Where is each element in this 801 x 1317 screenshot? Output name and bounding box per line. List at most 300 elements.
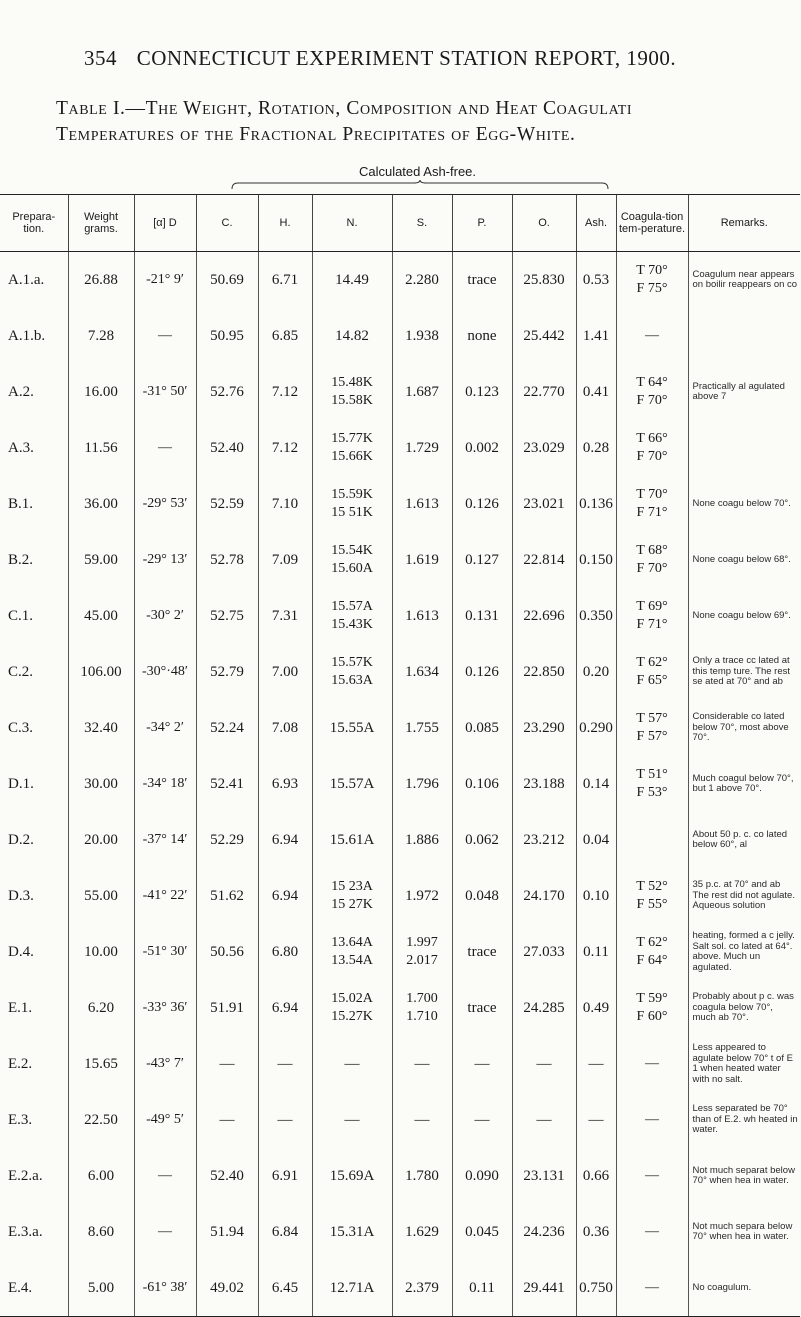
table-title-line2: Temperatures of the Fractional Precipitates of Egg-White. xyxy=(56,124,576,145)
cell-coagulation xyxy=(616,364,688,420)
cell-nitrogen xyxy=(312,756,392,812)
cell-oxygen xyxy=(512,812,576,868)
cell-sulphur-value: 2.017 xyxy=(406,953,438,968)
cell-hydrogen xyxy=(258,1092,312,1148)
cell-nitrogen xyxy=(312,1036,392,1092)
cell-weight-value: 6.00 xyxy=(87,1167,115,1184)
cell-hydrogen xyxy=(258,476,312,532)
cell-sulphur xyxy=(392,308,452,364)
cell-oxygen-value: 22.850 xyxy=(523,663,565,680)
cell-preparation-value: B.2. xyxy=(8,551,34,568)
cell-oxygen-value: 27.033 xyxy=(523,943,565,960)
cell-sulphur xyxy=(392,812,452,868)
cell-coagulation-value: F 64° xyxy=(636,953,668,968)
cell-sulphur xyxy=(392,588,452,644)
cell-preparation-value: C.1. xyxy=(8,607,34,624)
cell-carbon xyxy=(196,1036,258,1092)
cell-carbon xyxy=(196,420,258,476)
cell-weight xyxy=(68,308,134,364)
cell-carbon-value: 51.91 xyxy=(210,999,244,1016)
cell-sulphur xyxy=(392,756,452,812)
cell-remarks xyxy=(688,700,800,756)
running-header xyxy=(84,46,676,71)
cell-phosphorus-value: 0.048 xyxy=(465,887,499,904)
cell-hydrogen-value: 6.93 xyxy=(271,775,299,792)
cell-ash-value: 0.11 xyxy=(583,943,609,960)
cell-ash xyxy=(576,924,616,980)
cell-oxygen-value: 22.814 xyxy=(523,551,565,568)
cell-coagulation-value: T 51° xyxy=(636,767,668,782)
cell-nitrogen-value: 15.43K xyxy=(331,617,373,632)
cell-coagulation-value: T 52° xyxy=(636,879,668,894)
cell-sulphur xyxy=(392,420,452,476)
cell-rotation xyxy=(134,980,196,1036)
cell-hydrogen xyxy=(258,1260,312,1317)
cell-coagulation xyxy=(616,756,688,812)
cell-coagulation-value: T 59° xyxy=(636,991,668,1006)
cell-carbon-value: 52.29 xyxy=(210,831,244,848)
cell-ash xyxy=(576,812,616,868)
cell-phosphorus xyxy=(452,1036,512,1092)
cell-phosphorus-value: trace xyxy=(467,999,497,1016)
cell-phosphorus xyxy=(452,980,512,1036)
cell-coagulation xyxy=(616,420,688,476)
cell-coagulation-value: T 68° xyxy=(636,543,668,558)
cell-nitrogen-value: 12.71A xyxy=(329,1279,375,1296)
cell-sulphur-value: 1.710 xyxy=(406,1009,438,1024)
header-coagulation: Coagula-tion tem-perature. xyxy=(616,195,688,252)
cell-carbon xyxy=(196,644,258,700)
running-head-title: CONNECTICUT EXPERIMENT STATION REPORT, 1900. xyxy=(136,46,677,70)
cell-sulphur xyxy=(392,252,452,309)
cell-nitrogen xyxy=(312,980,392,1036)
cell-coagulation xyxy=(616,476,688,532)
cell-hydrogen xyxy=(258,756,312,812)
cell-oxygen xyxy=(512,644,576,700)
cell-phosphorus xyxy=(452,756,512,812)
cell-sulphur-value: 1.796 xyxy=(405,775,439,792)
cell-sulphur-value: 1.972 xyxy=(405,887,439,904)
cell-coagulation xyxy=(616,1092,688,1148)
cell-phosphorus xyxy=(452,308,512,364)
cell-rotation xyxy=(134,588,196,644)
cell-hydrogen xyxy=(258,364,312,420)
cell-coagulation-value: F 70° xyxy=(636,449,668,464)
cell-sulphur-value: 1.619 xyxy=(405,551,439,568)
cell-hydrogen-value: 6.94 xyxy=(271,999,299,1016)
cell-oxygen-value: 22.770 xyxy=(523,383,565,400)
cell-rotation-value: — xyxy=(158,1224,172,1239)
cell-hydrogen-value: 6.84 xyxy=(271,1223,299,1240)
cell-hydrogen-value: 6.94 xyxy=(271,831,299,848)
cell-rotation xyxy=(134,1148,196,1204)
cell-weight xyxy=(68,700,134,756)
header-sulphur: S. xyxy=(392,195,452,252)
cell-ash-value: 0.04 xyxy=(582,831,610,848)
cell-coagulation xyxy=(616,532,688,588)
cell-weight xyxy=(68,588,134,644)
cell-nitrogen xyxy=(312,868,392,924)
cell-ash xyxy=(576,1036,616,1092)
cell-weight-value: 5.00 xyxy=(87,1279,115,1296)
cell-phosphorus xyxy=(452,1092,512,1148)
cell-preparation xyxy=(0,364,68,420)
cell-ash xyxy=(576,1092,616,1148)
cell-carbon-value: 52.75 xyxy=(210,607,244,624)
cell-ash xyxy=(576,868,616,924)
cell-hydrogen-value: 6.80 xyxy=(271,943,299,960)
cell-oxygen-value: 24.236 xyxy=(523,1223,565,1240)
table-row xyxy=(0,644,800,700)
cell-weight-value: 59.00 xyxy=(84,551,118,568)
cell-coagulation-value: F 70° xyxy=(636,561,668,576)
cell-rotation-value: -61° 38′ xyxy=(142,1280,188,1295)
cell-rotation-value: — xyxy=(158,328,172,343)
cell-coagulation-value: F 75° xyxy=(636,281,668,296)
cell-ash xyxy=(576,588,616,644)
header-row xyxy=(0,195,800,252)
cell-remarks xyxy=(688,308,800,364)
cell-hydrogen-value: 7.09 xyxy=(271,551,299,568)
cell-preparation-value: E.3.a. xyxy=(8,1223,43,1240)
cell-preparation-value: D.2. xyxy=(8,831,34,848)
cell-oxygen xyxy=(512,756,576,812)
cell-hydrogen xyxy=(258,588,312,644)
cell-sulphur-value: 1.700 xyxy=(406,991,438,1006)
cell-preparation xyxy=(0,1260,68,1317)
cell-nitrogen-value: 14.82 xyxy=(335,327,369,344)
cell-nitrogen xyxy=(312,924,392,980)
cell-preparation-value: E.1. xyxy=(8,999,33,1016)
cell-coagulation xyxy=(616,308,688,364)
cell-preparation xyxy=(0,1092,68,1148)
cell-coagulation-value: — xyxy=(645,328,659,343)
cell-weight xyxy=(68,980,134,1036)
cell-oxygen xyxy=(512,980,576,1036)
cell-preparation-value: C.3. xyxy=(8,719,34,736)
cell-nitrogen xyxy=(312,588,392,644)
cell-hydrogen xyxy=(258,252,312,309)
cell-carbon xyxy=(196,756,258,812)
data-table xyxy=(0,194,800,1317)
cell-weight xyxy=(68,1148,134,1204)
table-row xyxy=(0,364,800,420)
cell-weight-value: 20.00 xyxy=(84,831,118,848)
cell-weight-value: 15.65 xyxy=(84,1055,118,1072)
cell-ash xyxy=(576,1204,616,1260)
cell-nitrogen-value: 15 51K xyxy=(331,505,373,520)
cell-coagulation xyxy=(616,1036,688,1092)
table-title-line1: Table I.—The Weight, Rotation, Composition and Heat Coagulati xyxy=(56,98,633,119)
cell-sulphur xyxy=(392,532,452,588)
cell-carbon xyxy=(196,1204,258,1260)
cell-rotation-value: -29° 13′ xyxy=(142,552,188,567)
cell-sulphur-value: 1.997 xyxy=(406,935,438,950)
cell-preparation-value: E.2. xyxy=(8,1055,33,1072)
cell-carbon-value: 51.62 xyxy=(210,887,244,904)
cell-weight-value: 45.00 xyxy=(84,607,118,624)
cell-nitrogen-value: 15 23A xyxy=(331,879,373,894)
cell-sulphur xyxy=(392,868,452,924)
cell-rotation xyxy=(134,1260,196,1317)
cell-oxygen-value: 24.170 xyxy=(523,887,565,904)
cell-remarks xyxy=(688,1092,800,1148)
cell-weight xyxy=(68,252,134,309)
cell-nitrogen-value: 15.48K xyxy=(331,375,373,390)
cell-carbon xyxy=(196,1148,258,1204)
cell-phosphorus xyxy=(452,924,512,980)
cell-nitrogen-value: 15.31A xyxy=(329,1223,375,1240)
cell-remarks-value: Probably about p c. was coagula below 70°, much ab 70°. xyxy=(692,991,794,1024)
cell-ash-value: 0.350 xyxy=(579,607,613,624)
cell-sulphur-value: 1.687 xyxy=(405,383,439,400)
cell-ash xyxy=(576,420,616,476)
cell-carbon xyxy=(196,532,258,588)
cell-nitrogen xyxy=(312,476,392,532)
cell-sulphur xyxy=(392,980,452,1036)
cell-phosphorus xyxy=(452,644,512,700)
cell-hydrogen-value: — xyxy=(277,1111,293,1128)
cell-ash-value: 0.53 xyxy=(582,271,610,288)
cell-coagulation xyxy=(616,644,688,700)
cell-remarks xyxy=(688,1204,800,1260)
cell-rotation-value: -34° 2′ xyxy=(146,720,184,735)
cell-coagulation-value: F 53° xyxy=(636,785,668,800)
cell-oxygen xyxy=(512,1260,576,1317)
cell-rotation xyxy=(134,1204,196,1260)
cell-phosphorus-value: 0.127 xyxy=(465,551,499,568)
cell-carbon-value: 52.79 xyxy=(210,663,244,680)
cell-coagulation-value: T 70° xyxy=(636,263,668,278)
cell-hydrogen xyxy=(258,700,312,756)
table-row xyxy=(0,588,800,644)
cell-hydrogen xyxy=(258,420,312,476)
cell-rotation-value: -21° 9′ xyxy=(146,272,184,287)
table-row xyxy=(0,756,800,812)
page-number: 354 xyxy=(84,46,117,70)
cell-weight xyxy=(68,812,134,868)
cell-nitrogen xyxy=(312,1148,392,1204)
cell-rotation xyxy=(134,644,196,700)
cell-phosphorus-value: 0.002 xyxy=(465,439,499,456)
cell-coagulation xyxy=(616,924,688,980)
cell-ash-value: 0.28 xyxy=(582,439,610,456)
cell-preparation xyxy=(0,756,68,812)
cell-weight xyxy=(68,476,134,532)
cell-preparation xyxy=(0,868,68,924)
cell-sulphur-value: 1.780 xyxy=(405,1167,439,1184)
cell-weight-value: 11.56 xyxy=(84,439,118,456)
cell-carbon xyxy=(196,700,258,756)
cell-remarks xyxy=(688,868,800,924)
cell-preparation xyxy=(0,644,68,700)
header-nitrogen: N. xyxy=(312,195,392,252)
cell-weight-value: 55.00 xyxy=(84,887,118,904)
cell-ash xyxy=(576,476,616,532)
cell-phosphorus xyxy=(452,868,512,924)
cell-oxygen xyxy=(512,700,576,756)
table-row xyxy=(0,1204,800,1260)
cell-rotation-value: -41° 22′ xyxy=(142,888,188,903)
cell-phosphorus xyxy=(452,1204,512,1260)
cell-remarks-value: Not much separa below 70° when hea in water. xyxy=(692,1220,793,1242)
cell-sulphur xyxy=(392,364,452,420)
cell-ash-value: 0.41 xyxy=(582,383,610,400)
cell-nitrogen-value: 15.59K xyxy=(331,487,373,502)
cell-nitrogen xyxy=(312,1204,392,1260)
cell-phosphorus-value: 0.126 xyxy=(465,663,499,680)
cell-weight xyxy=(68,1260,134,1317)
cell-rotation-value: -37° 14′ xyxy=(142,832,188,847)
cell-oxygen-value: 23.029 xyxy=(523,439,565,456)
cell-nitrogen xyxy=(312,1092,392,1148)
cell-oxygen xyxy=(512,1148,576,1204)
cell-ash-value: 0.49 xyxy=(582,999,610,1016)
cell-preparation-value: A.1.a. xyxy=(8,271,45,288)
cell-sulphur xyxy=(392,1092,452,1148)
cell-weight xyxy=(68,1204,134,1260)
cell-carbon xyxy=(196,476,258,532)
cell-nitrogen xyxy=(312,1260,392,1317)
cell-preparation-value: D.4. xyxy=(8,943,34,960)
cell-phosphorus xyxy=(452,532,512,588)
cell-remarks-value: None coagu below 69°. xyxy=(692,609,791,621)
cell-remarks xyxy=(688,1036,800,1092)
cell-hydrogen-value: 7.10 xyxy=(271,495,299,512)
cell-phosphorus xyxy=(452,420,512,476)
cell-remarks-value: Much coagul below 70°, but 1 above 70°. xyxy=(692,772,794,794)
cell-rotation-value: -31° 50′ xyxy=(142,384,188,399)
cell-ash-value: 0.14 xyxy=(582,775,610,792)
cell-weight-value: 7.28 xyxy=(87,327,115,344)
cell-phosphorus-value: 0.11 xyxy=(469,1279,495,1296)
cell-coagulation-value: T 57° xyxy=(636,711,668,726)
cell-carbon xyxy=(196,308,258,364)
cell-phosphorus xyxy=(452,476,512,532)
cell-nitrogen-value: 15.66K xyxy=(331,449,373,464)
cell-nitrogen-value: 14.49 xyxy=(335,271,369,288)
cell-nitrogen xyxy=(312,812,392,868)
cell-remarks-value: Considerable co lated below 70°, most above 70°. xyxy=(692,711,789,744)
cell-oxygen xyxy=(512,308,576,364)
cell-preparation xyxy=(0,588,68,644)
cell-remarks-value: None coagu below 68°. xyxy=(692,553,791,565)
cell-carbon-value: 52.76 xyxy=(210,383,244,400)
cell-ash-value: 0.10 xyxy=(582,887,610,904)
calculated-ash-free-label: Calculated Ash-free. xyxy=(358,164,477,179)
cell-oxygen-value: — xyxy=(536,1111,552,1128)
cell-remarks-value: About 50 p. c. co lated below 60°, al xyxy=(692,828,788,850)
cell-sulphur xyxy=(392,1204,452,1260)
cell-ash xyxy=(576,252,616,309)
cell-sulphur-value: 1.886 xyxy=(405,831,439,848)
cell-hydrogen xyxy=(258,532,312,588)
cell-remarks-value: No coagulum. xyxy=(692,1281,752,1293)
cell-phosphorus xyxy=(452,364,512,420)
cell-coagulation xyxy=(616,1148,688,1204)
header-preparation: Prepara-tion. xyxy=(0,195,68,252)
cell-coagulation-value: F 71° xyxy=(636,617,668,632)
cell-rotation-value: — xyxy=(158,1168,172,1183)
cell-phosphorus xyxy=(452,252,512,309)
cell-coagulation-value: T 62° xyxy=(636,655,668,670)
cell-carbon xyxy=(196,812,258,868)
cell-rotation-value: -51° 30′ xyxy=(142,944,188,959)
cell-remarks-value: None coagu below 70°. xyxy=(692,497,791,509)
cell-carbon-value: 52.59 xyxy=(210,495,244,512)
cell-oxygen xyxy=(512,588,576,644)
cell-preparation-value: D.1. xyxy=(8,775,34,792)
cell-nitrogen-value: 15.69A xyxy=(329,1167,375,1184)
cell-rotation xyxy=(134,700,196,756)
cell-remarks xyxy=(688,756,800,812)
cell-sulphur-value: 1.629 xyxy=(405,1223,439,1240)
cell-sulphur xyxy=(392,476,452,532)
cell-rotation xyxy=(134,756,196,812)
cell-sulphur-value: 1.613 xyxy=(405,495,439,512)
cell-oxygen-value: 23.290 xyxy=(523,719,565,736)
cell-preparation-value: E.4. xyxy=(8,1279,33,1296)
cell-ash xyxy=(576,1260,616,1317)
cell-phosphorus-value: 0.131 xyxy=(465,607,499,624)
cell-hydrogen-value: 7.31 xyxy=(271,607,299,624)
table-row xyxy=(0,476,800,532)
cell-oxygen-value: 29.441 xyxy=(523,1279,565,1296)
cell-coagulation xyxy=(616,588,688,644)
cell-remarks xyxy=(688,1260,800,1317)
cell-rotation xyxy=(134,420,196,476)
cell-nitrogen-value: 15.77K xyxy=(331,431,373,446)
cell-coagulation-value: T 69° xyxy=(636,599,668,614)
header-remarks: Remarks. xyxy=(688,195,800,252)
cell-rotation xyxy=(134,1092,196,1148)
cell-coagulation-value: F 71° xyxy=(636,505,668,520)
cell-preparation xyxy=(0,532,68,588)
cell-coagulation-value: F 55° xyxy=(636,897,668,912)
cell-sulphur-value: 1.634 xyxy=(405,663,439,680)
cell-hydrogen-value: — xyxy=(277,1055,293,1072)
cell-preparation xyxy=(0,252,68,309)
table-row xyxy=(0,980,800,1036)
cell-nitrogen-value: 15.57A xyxy=(331,599,373,614)
cell-nitrogen-value: — xyxy=(344,1111,360,1128)
cell-coagulation-value: T 66° xyxy=(636,431,668,446)
cell-remarks xyxy=(688,252,800,309)
cell-nitrogen xyxy=(312,644,392,700)
cell-hydrogen xyxy=(258,924,312,980)
cell-oxygen-value: 23.212 xyxy=(523,831,565,848)
brace-divider xyxy=(230,180,610,190)
cell-carbon-value: 52.24 xyxy=(210,719,244,736)
cell-rotation xyxy=(134,924,196,980)
header-carbon: C. xyxy=(196,195,258,252)
cell-carbon-value: 52.40 xyxy=(210,1167,244,1184)
cell-phosphorus-value: 0.106 xyxy=(465,775,499,792)
cell-preparation-value: A.2. xyxy=(8,383,34,400)
cell-coagulation-value: — xyxy=(645,1112,659,1127)
cell-nitrogen-value: 15.02A xyxy=(331,991,373,1006)
cell-hydrogen xyxy=(258,1036,312,1092)
cell-sulphur xyxy=(392,644,452,700)
cell-ash xyxy=(576,644,616,700)
cell-weight-value: 8.60 xyxy=(87,1223,115,1240)
cell-rotation-value: -49° 5′ xyxy=(146,1112,184,1127)
cell-nitrogen-value: 15.58K xyxy=(331,393,373,408)
cell-weight-value: 22.50 xyxy=(84,1111,118,1128)
table-row xyxy=(0,308,800,364)
cell-rotation-value: — xyxy=(158,440,172,455)
cell-carbon-value: 50.69 xyxy=(210,271,244,288)
